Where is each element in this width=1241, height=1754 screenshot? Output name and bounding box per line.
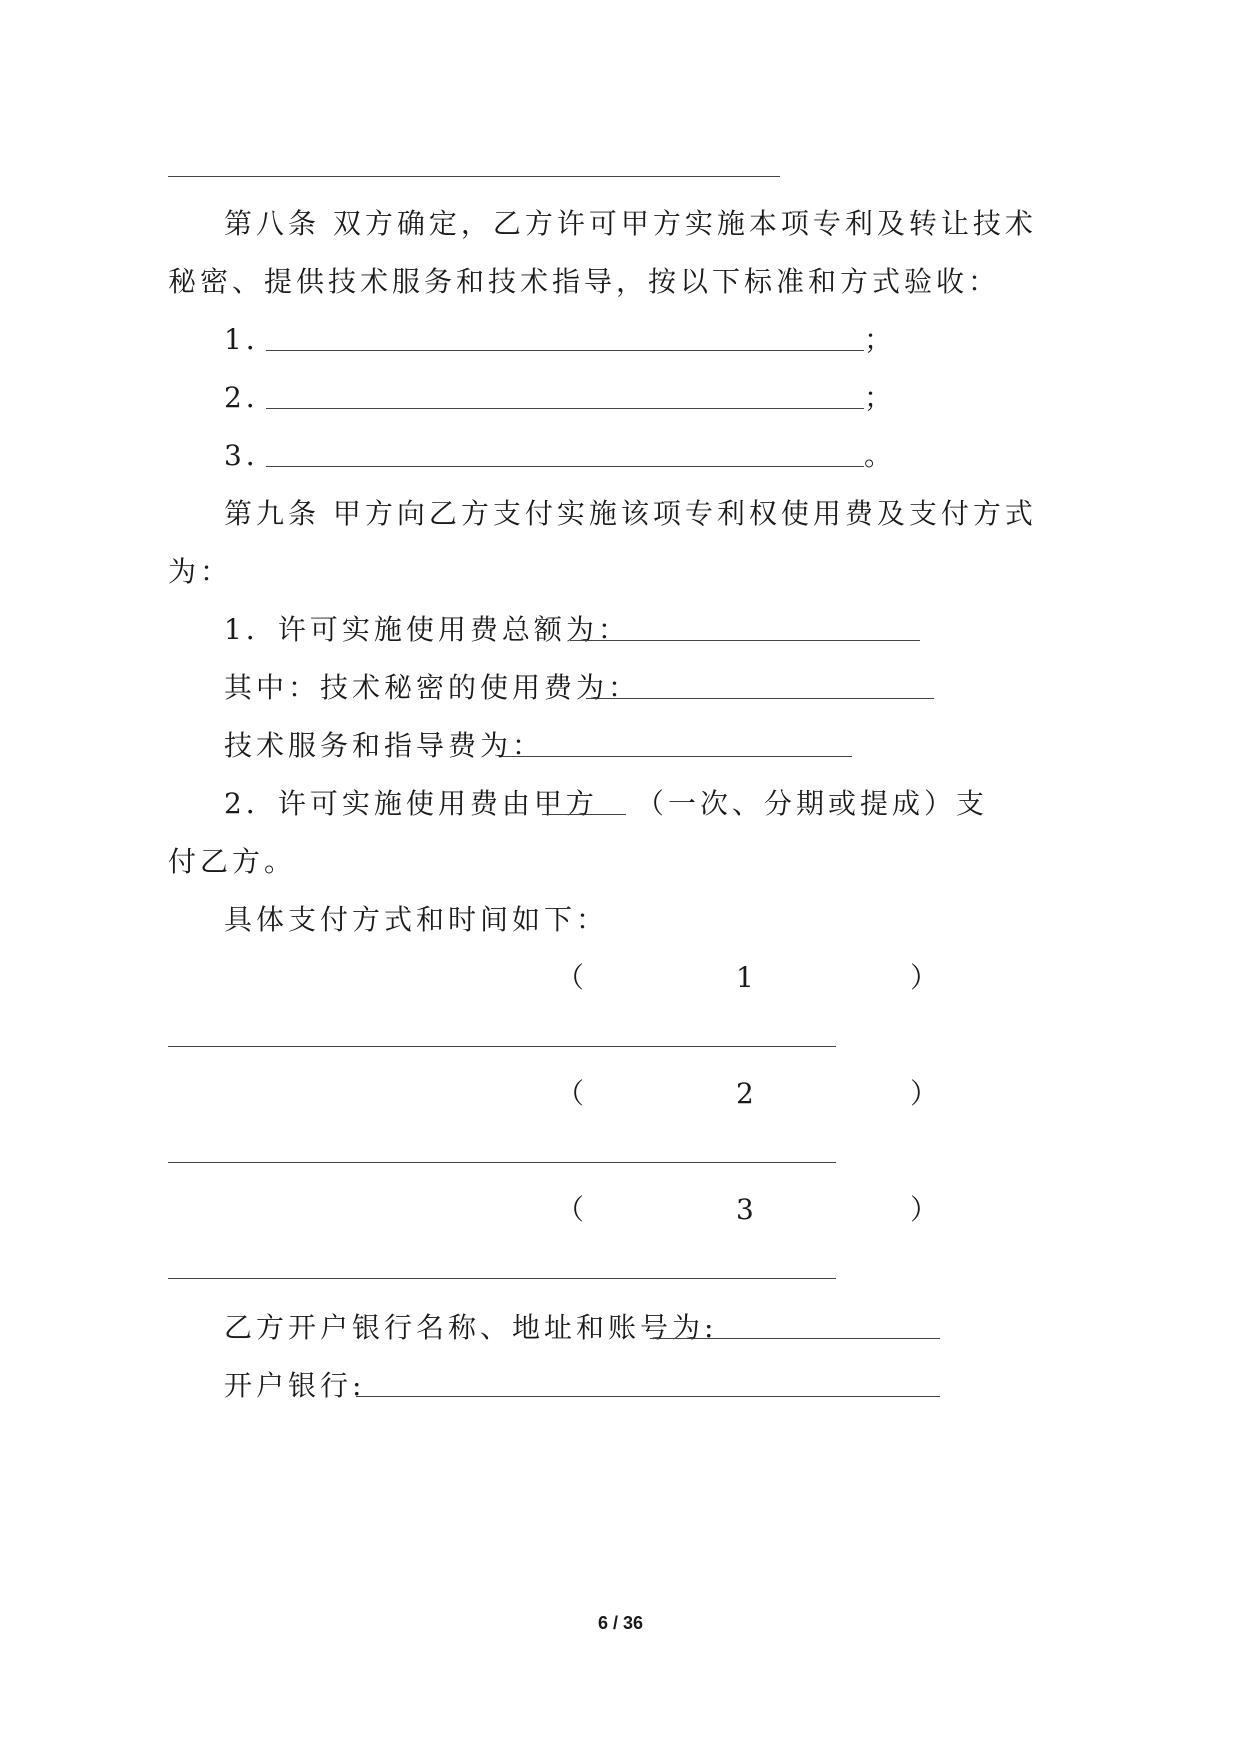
top-blank-line: [168, 176, 780, 177]
article-8-item-1-blank: [266, 350, 864, 351]
service-fee-label: 技术服务和指导费为：: [224, 729, 545, 762]
payment-detail-label: 具体支付方式和时间如下：: [224, 903, 609, 936]
article-8-item-1-number: 1．: [224, 323, 278, 356]
article-8-item-2-blank: [266, 408, 864, 409]
article-8-item-3-number: 3．: [224, 439, 278, 472]
schedule-1-open-paren: （: [556, 961, 589, 994]
schedule-1-number: 1: [736, 961, 758, 994]
schedule-1-close-paren: ）: [910, 961, 943, 994]
schedule-2-blank: [168, 1162, 836, 1163]
bank-info-blank: [650, 1338, 940, 1339]
page-number: 6 / 36: [597, 1613, 644, 1633]
schedule-1-blank: [168, 1046, 836, 1047]
schedule-2-open-paren: （: [556, 1077, 589, 1110]
article-9-line-2: 为：: [168, 555, 233, 588]
schedule-2-number: 2: [736, 1077, 758, 1110]
article-8-line-1: 第八条 双方确定，乙方许可甲方实施本项专利及转让技术: [224, 207, 1037, 240]
secret-fee-blank: [586, 698, 934, 699]
payment-method-options: （一次、分期或提成）支: [636, 787, 989, 820]
article-8-line-2: 秘密、提供技术服务和技术指导，按以下标准和方式验收：: [168, 265, 1001, 298]
schedule-3-blank: [168, 1278, 836, 1279]
service-fee-blank: [502, 756, 852, 757]
article-8-item-3-end: 。: [864, 439, 897, 472]
secret-fee-label: 其中：技术秘密的使用费为：: [224, 671, 641, 704]
payment-method-label: 2．许可实施使用费由甲方: [224, 787, 598, 820]
article-8-item-2-end: ；: [864, 381, 897, 414]
schedule-3-number: 3: [736, 1193, 758, 1226]
schedule-3-close-paren: ）: [910, 1193, 943, 1226]
payment-method-continued: 付乙方。: [168, 845, 297, 878]
fee-total-label: 1．许可实施使用费总额为：: [224, 613, 630, 646]
bank-label: 开户银行:: [224, 1369, 366, 1402]
schedule-3-open-paren: （: [556, 1193, 589, 1226]
article-8-item-1-end: ；: [864, 323, 897, 356]
bank-info-label: 乙方开户银行名称、地址和账号为:: [224, 1311, 718, 1344]
schedule-2-close-paren: ）: [910, 1077, 943, 1110]
article-8-item-3-blank: [266, 466, 864, 467]
fee-total-blank: [570, 640, 920, 641]
article-8-item-2-number: 2．: [224, 381, 278, 414]
bank-blank: [356, 1396, 940, 1397]
payment-method-blank: [542, 814, 626, 815]
article-9-line-1: 第九条 甲方向乙方支付实施该项专利权使用费及支付方式: [224, 497, 1037, 530]
